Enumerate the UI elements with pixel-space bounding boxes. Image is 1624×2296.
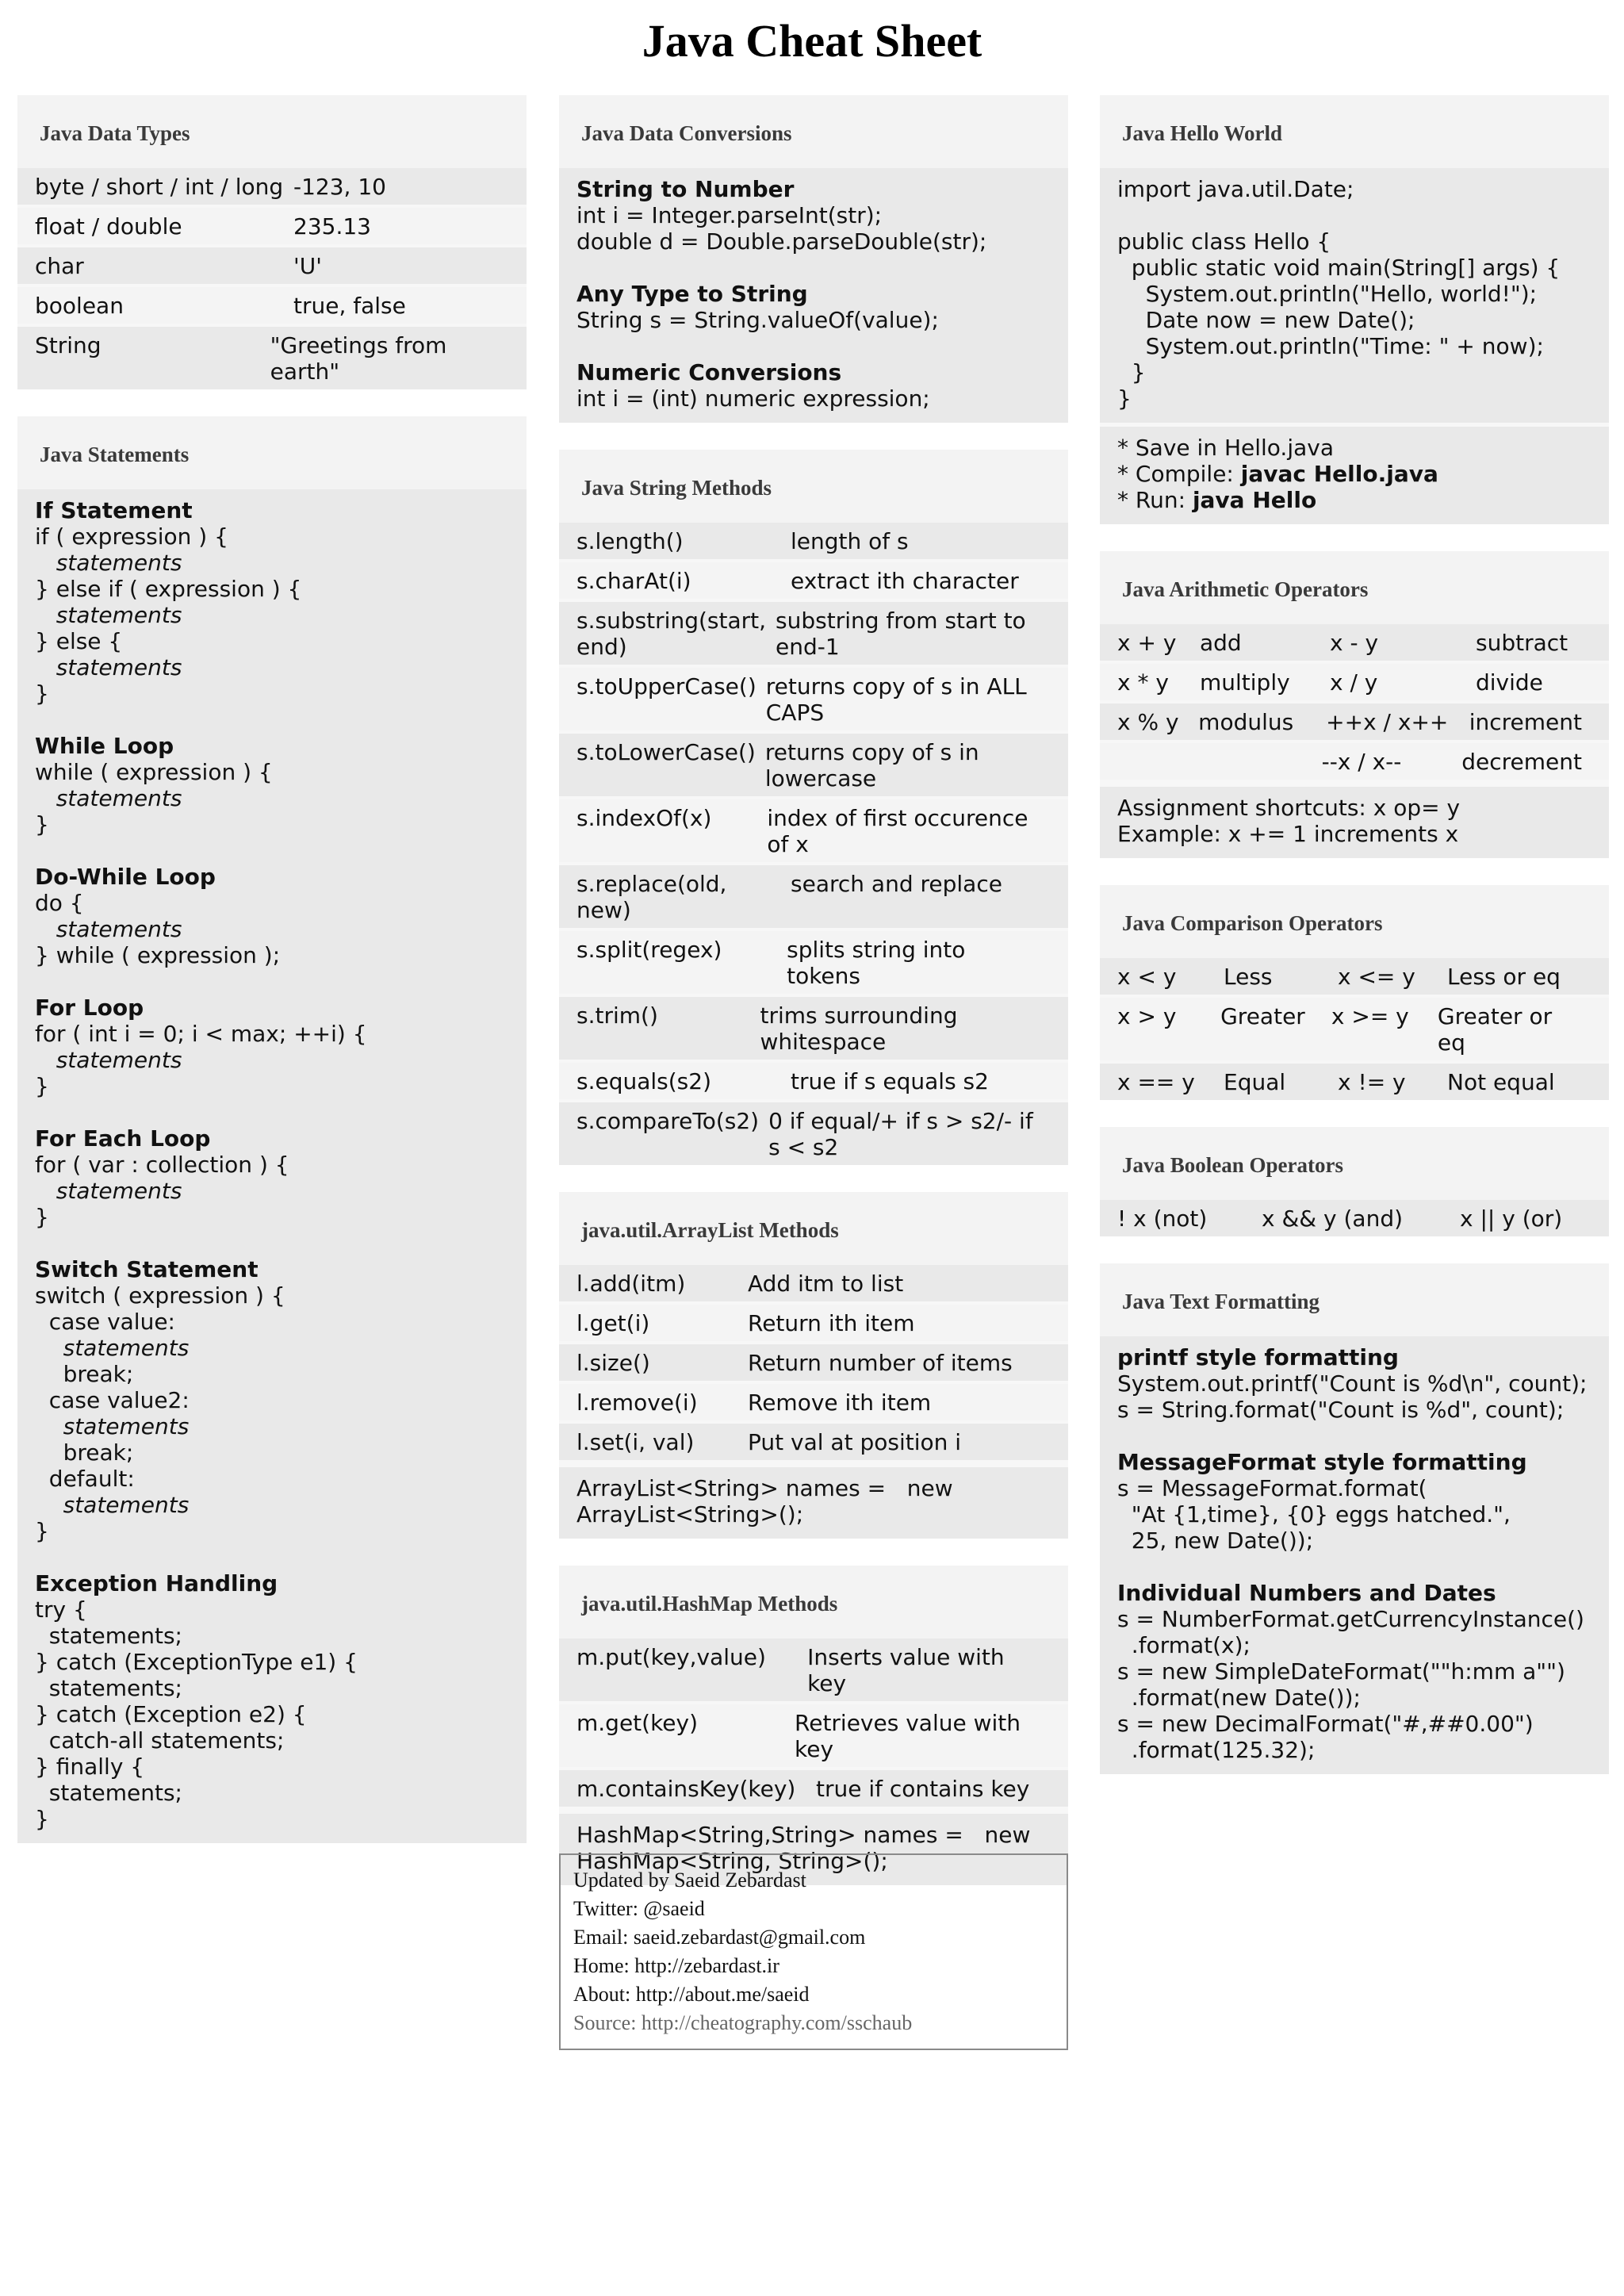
- code-line: }: [35, 680, 49, 707]
- s2n-title: String to Number: [576, 176, 795, 202]
- code-line: statements: [35, 550, 182, 576]
- method-desc: substring from start to end-1: [776, 608, 1033, 660]
- code-line: case value2:: [35, 1387, 190, 1413]
- method-desc: length of s: [791, 528, 909, 554]
- method: s.replace(old, new): [576, 871, 734, 923]
- switch-title: Switch Statement: [35, 1256, 259, 1282]
- code-line: s = MessageFormat.format(: [1117, 1475, 1427, 1501]
- type-example: "Greetings from earth": [270, 332, 454, 385]
- code-line: break;: [35, 1439, 134, 1466]
- code-line: if ( expression ) {: [35, 523, 228, 550]
- method-desc: Add itm to list: [748, 1271, 904, 1297]
- operator: x && y (and): [1262, 1205, 1404, 1232]
- method-desc: splits string into tokens: [787, 937, 973, 989]
- method-desc: Return ith item: [748, 1310, 915, 1336]
- table-row: [17, 327, 527, 389]
- comparison-heading: Java Comparison Operators: [1100, 885, 1609, 958]
- code-line: s = NumberFormat.getCurrencyInstance(): [1117, 1606, 1584, 1632]
- page-title: Java Cheat Sheet: [642, 15, 982, 67]
- table-row: [559, 997, 1068, 1063]
- data-types-box: [17, 95, 527, 389]
- while-title: While Loop: [35, 733, 174, 759]
- method: l.add(itm): [576, 1271, 686, 1297]
- method-desc: Remove ith item: [748, 1389, 932, 1416]
- code-line: HashMap<String,String> names = new: [576, 1822, 1031, 1848]
- run-note: [1117, 487, 1591, 513]
- table-row: [17, 287, 527, 327]
- code-line: s = new SimpleDateFormat(""h:mm a""): [1117, 1658, 1565, 1685]
- operator-desc: [1197, 749, 1322, 775]
- boolean-box: [1100, 1127, 1609, 1236]
- type-name: float / double: [35, 213, 182, 240]
- code-line: statements: [35, 1047, 182, 1073]
- formatting-box: [1100, 1263, 1609, 1774]
- method: m.put(key,value): [576, 1644, 766, 1670]
- method: s.indexOf(x): [576, 805, 712, 831]
- operator-desc: Not equal: [1447, 1069, 1555, 1095]
- code-line: try {: [35, 1596, 87, 1623]
- method: s.toUpperCase(): [576, 673, 756, 700]
- footer-updated-by: Updated by Saeid Zebardast: [573, 1869, 806, 1892]
- type-name: char: [35, 253, 84, 279]
- table-row: [1100, 743, 1609, 783]
- code-line: .format(new Date());: [1117, 1685, 1361, 1711]
- method: s.toLowerCase(): [576, 739, 756, 765]
- operator: x < y: [1117, 964, 1177, 990]
- author-footer: [559, 1853, 1068, 2050]
- method: l.get(i): [576, 1310, 650, 1336]
- table-row: [559, 931, 1068, 997]
- table-row: [559, 1102, 1068, 1165]
- compile-note: [1117, 461, 1591, 487]
- code-line: } else {: [35, 628, 123, 654]
- method: s.compareTo(s2): [576, 1108, 760, 1134]
- type-example: -123, 10: [293, 174, 386, 200]
- code-line: .format(125.32);: [1117, 1737, 1316, 1763]
- table-row: [559, 1063, 1068, 1102]
- code-line: default:: [35, 1466, 135, 1492]
- run-prefix: * Run:: [1117, 487, 1193, 513]
- hashmap-heading: java.util.HashMap Methods: [559, 1566, 1068, 1639]
- method: l.size(): [576, 1350, 650, 1376]
- operator: x > y: [1117, 1003, 1177, 1029]
- code-line: for ( var : collection ) {: [35, 1152, 289, 1178]
- code-line: for ( int i = 0; i < max; ++i) {: [35, 1021, 367, 1047]
- compile-prefix: * Compile:: [1117, 461, 1241, 487]
- table-row: [1100, 664, 1609, 703]
- type-example: 235.13: [293, 213, 371, 240]
- operator-desc: Less: [1224, 964, 1273, 990]
- table-row: [559, 562, 1068, 602]
- method: l.remove(i): [576, 1389, 698, 1416]
- arithmetic-heading: Java Arithmetic Operators: [1100, 551, 1609, 624]
- arraylist-declaration: [559, 1463, 1068, 1539]
- table-row: [559, 1424, 1068, 1463]
- compile-command: javac Hello.java: [1240, 461, 1438, 487]
- operator-desc: Greater or eq: [1437, 1003, 1560, 1056]
- code-line: Assignment shortcuts: x op= y: [1117, 795, 1461, 821]
- method-desc: trims surrounding whitespace: [760, 1002, 965, 1055]
- operator-desc: Less or eq: [1447, 964, 1561, 990]
- code-line: } catch (Exception e2) {: [35, 1701, 307, 1727]
- operator: --x / x--: [1321, 749, 1402, 775]
- type-example: 'U': [293, 253, 322, 279]
- table-row: [17, 208, 527, 247]
- hello-world-notes: [1100, 423, 1609, 524]
- operator-desc: increment: [1469, 709, 1582, 735]
- formatting-code: [1100, 1336, 1609, 1774]
- operator-desc: Greater: [1220, 1003, 1305, 1029]
- table-row: [559, 799, 1068, 865]
- code-line: }: [35, 1204, 49, 1230]
- code-line: public class Hello {: [1117, 228, 1331, 255]
- any-title: Any Type to String: [576, 281, 808, 307]
- code-line: statements: [35, 1492, 190, 1518]
- code-line: 25, new Date());: [1117, 1527, 1314, 1554]
- statements-code: [17, 489, 527, 1843]
- data-types-heading: Java Data Types: [17, 95, 527, 168]
- method-desc: returns copy of s in ALL CAPS: [765, 673, 1034, 726]
- method: s.equals(s2): [576, 1068, 712, 1094]
- code-line: ArrayList<String> names = new: [576, 1475, 953, 1501]
- comparison-box: [1100, 885, 1609, 1100]
- code-line: ArrayList<String>();: [576, 1501, 804, 1527]
- method: l.set(i, val): [576, 1429, 695, 1455]
- table-row: [559, 1384, 1068, 1424]
- operator-desc: multiply: [1200, 669, 1290, 696]
- type-name: boolean: [35, 293, 124, 319]
- code-line: } catch (ExceptionType e1) {: [35, 1649, 358, 1675]
- method-desc: true if s equals s2: [791, 1068, 989, 1094]
- code-line: statements: [35, 1413, 190, 1439]
- code-line: statements;: [35, 1675, 182, 1701]
- conversions-heading: Java Data Conversions: [559, 95, 1068, 168]
- column-right: [1100, 95, 1609, 1801]
- if-title: If Statement: [35, 497, 193, 523]
- statements-box: [17, 416, 527, 1843]
- code-line: } finally {: [35, 1754, 145, 1780]
- table-row: [559, 668, 1068, 734]
- method-desc: index of first occurence of x: [767, 805, 1036, 857]
- method-desc: returns copy of s in lowercase: [764, 739, 986, 792]
- statements-heading: Java Statements: [17, 416, 527, 489]
- table-row: [559, 1704, 1068, 1770]
- code-line: }: [35, 1518, 49, 1544]
- footer-source: Source: http://cheatography.com/sschaub: [573, 2011, 913, 2034]
- formatting-heading: Java Text Formatting: [1100, 1263, 1609, 1336]
- string-methods-heading: Java String Methods: [559, 450, 1068, 523]
- table-row: [559, 523, 1068, 562]
- code-line: int i = Integer.parseInt(str);: [576, 202, 883, 228]
- table-row: [1100, 998, 1609, 1064]
- operator: x || y (or): [1460, 1205, 1563, 1232]
- code-line: System.out.println("Time: " + now);: [1117, 333, 1544, 359]
- method: s.length(): [576, 528, 684, 554]
- operator: x * y: [1117, 669, 1169, 696]
- table-row: [559, 1770, 1068, 1810]
- conversions-box: [559, 95, 1068, 423]
- code-line: s = String.format("Count is %d", count);: [1117, 1397, 1565, 1423]
- num-title: Numeric Conversions: [576, 359, 842, 385]
- table-row: [559, 734, 1068, 799]
- operator-desc: modulus: [1198, 709, 1294, 735]
- hello-world-box: [1100, 95, 1609, 524]
- operator: x / y: [1330, 669, 1378, 696]
- code-line: } else if ( expression ) {: [35, 576, 302, 602]
- operator: [1117, 749, 1197, 775]
- method-desc: Inserts value with key: [807, 1644, 1012, 1696]
- table-row: [559, 1305, 1068, 1344]
- hashmap-box: [559, 1566, 1068, 1885]
- operator: x != y: [1338, 1069, 1406, 1095]
- method: m.containsKey(key): [576, 1776, 796, 1802]
- footer-about: About: http://about.me/saeid: [573, 1983, 810, 2006]
- table-row: [1100, 1064, 1609, 1100]
- operator: x % y: [1117, 709, 1179, 735]
- code-line: }: [35, 1073, 49, 1099]
- table-row: [1100, 1200, 1609, 1236]
- run-command: java Hello: [1192, 487, 1317, 513]
- code-line: System.out.printf("Count is %d\n", count);: [1117, 1370, 1588, 1397]
- method: s.split(regex): [576, 937, 722, 963]
- table-row: [559, 602, 1068, 668]
- code-line: Example: x += 1 increments x: [1117, 821, 1459, 847]
- operator: x + y: [1117, 630, 1177, 656]
- code-line: import java.util.Date;: [1117, 176, 1354, 202]
- operator: ++x / x++: [1326, 709, 1449, 735]
- exception-title: Exception Handling: [35, 1570, 278, 1596]
- code-line: case value:: [35, 1309, 175, 1335]
- code-line: } while ( expression );: [35, 942, 281, 968]
- footer-email: Email: saeid.zebardast@gmail.com: [573, 1926, 866, 1949]
- code-line: }: [1117, 359, 1146, 385]
- code-line: statements: [35, 654, 182, 680]
- method-desc: Return number of items: [748, 1350, 1013, 1376]
- method-desc: Retrieves value with key: [795, 1710, 1028, 1762]
- for-title: For Loop: [35, 995, 144, 1021]
- numbers-dates-title: Individual Numbers and Dates: [1117, 1580, 1496, 1606]
- code-line: statements: [35, 916, 182, 942]
- arithmetic-notes: [1100, 783, 1609, 858]
- code-line: HashMap<String, String>();: [576, 1848, 888, 1874]
- code-line: s = new DecimalFormat("#,##0.00"): [1117, 1711, 1534, 1737]
- method-desc: extract ith character: [791, 568, 1019, 594]
- code-line: public static void main(String[] args) {: [1117, 255, 1561, 281]
- table-row: [1100, 703, 1609, 743]
- table-row: [559, 1639, 1068, 1704]
- method: s.substring(start, end): [576, 608, 773, 660]
- method: m.get(key): [576, 1710, 699, 1736]
- operator-desc: Equal: [1224, 1069, 1286, 1095]
- table-row: [17, 168, 527, 208]
- footer-twitter: Twitter: @saeid: [573, 1897, 705, 1920]
- code-line: int i = (int) numeric expression;: [576, 385, 930, 412]
- method: s.charAt(i): [576, 568, 691, 594]
- hello-world-code: [1100, 168, 1609, 423]
- code-line: }: [35, 1806, 49, 1832]
- operator-desc: subtract: [1476, 630, 1568, 656]
- column-middle: [559, 95, 1068, 1912]
- table-row: [1100, 958, 1609, 998]
- method-desc: 0 if equal/+ if s > s2/- if s < s2: [768, 1108, 1040, 1160]
- method: s.trim(): [576, 1002, 658, 1029]
- type-example: true, false: [293, 293, 406, 319]
- method-desc: search and replace: [791, 871, 1002, 897]
- conversions-code: [559, 168, 1068, 423]
- code-line: }: [35, 811, 49, 838]
- code-line: break;: [35, 1361, 134, 1387]
- table-row: [17, 247, 527, 287]
- table-row: [559, 865, 1068, 931]
- code-line: catch-all statements;: [35, 1727, 285, 1754]
- type-name: String: [35, 332, 102, 358]
- type-name: byte / short / int / long: [35, 174, 284, 200]
- code-line: String s = String.valueOf(value);: [576, 307, 939, 333]
- code-line: double d = Double.parseDouble(str);: [576, 228, 987, 255]
- code-line: statements: [35, 1178, 182, 1204]
- code-line: System.out.println("Hello, world!");: [1117, 281, 1538, 307]
- table-row: [559, 1265, 1068, 1305]
- table-row: [1100, 624, 1609, 664]
- operator: x >= y: [1331, 1003, 1409, 1029]
- code-line: do {: [35, 890, 84, 916]
- code-line: "At {1,time}, {0} eggs hatched.",: [1117, 1501, 1511, 1527]
- code-line: Date now = new Date();: [1117, 307, 1415, 333]
- save-note: * Save in Hello.java: [1117, 435, 1334, 461]
- printf-title: printf style formatting: [1117, 1344, 1399, 1370]
- code-line: statements: [35, 1335, 190, 1361]
- footer-home: Home: http://zebardast.ir: [573, 1954, 779, 1977]
- operator: x <= y: [1338, 964, 1415, 990]
- code-line: }: [1117, 385, 1132, 412]
- code-line: switch ( expression ) {: [35, 1282, 285, 1309]
- column-left: [17, 95, 527, 1870]
- messageformat-title: MessageFormat style formatting: [1117, 1449, 1527, 1475]
- hello-world-heading: Java Hello World: [1100, 95, 1609, 168]
- method-desc: Put val at position i: [748, 1429, 962, 1455]
- method-desc: true if contains key: [816, 1776, 1030, 1802]
- foreach-title: For Each Loop: [35, 1125, 211, 1152]
- operator-desc: add: [1200, 630, 1242, 656]
- arraylist-box: [559, 1192, 1068, 1539]
- operator: x == y: [1117, 1069, 1195, 1095]
- code-line: statements;: [35, 1780, 182, 1806]
- string-methods-box: [559, 450, 1068, 1165]
- code-line: statements: [35, 602, 182, 628]
- arraylist-heading: java.util.ArrayList Methods: [559, 1192, 1068, 1265]
- boolean-heading: Java Boolean Operators: [1100, 1127, 1609, 1200]
- code-line: .format(x);: [1117, 1632, 1251, 1658]
- arithmetic-box: [1100, 551, 1609, 858]
- code-line: [1117, 202, 1591, 228]
- operator-desc: decrement: [1461, 749, 1582, 775]
- code-line: while ( expression ) {: [35, 759, 273, 785]
- operator: ! x (not): [1117, 1205, 1208, 1232]
- table-row: [559, 1344, 1068, 1384]
- code-line: statements: [35, 785, 182, 811]
- operator-desc: divide: [1476, 669, 1543, 696]
- dowhile-title: Do-While Loop: [35, 864, 216, 890]
- code-line: statements;: [35, 1623, 182, 1649]
- operator: x - y: [1330, 630, 1379, 656]
